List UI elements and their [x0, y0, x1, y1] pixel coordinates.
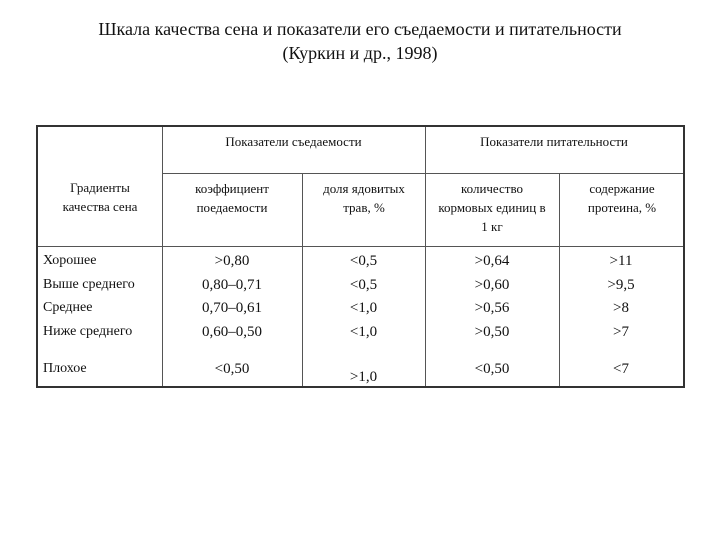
cell-poisonous-share: <0,5 — [349, 276, 378, 293]
cell-eating-coefficient: 0,80–0,71 — [202, 276, 262, 293]
header-body-divider — [38, 246, 683, 247]
title-line-1: Шкала качества сена и показатели его съедаемости и питательности — [98, 19, 622, 39]
row-grade-average: Среднее — [43, 300, 93, 315]
cell-protein: >11 — [609, 253, 633, 269]
row-grade-good: Хорошее — [43, 253, 97, 268]
cell-protein: <7 — [613, 361, 629, 377]
header-eating-coefficient: коэффициент поедаемости — [195, 181, 269, 215]
row-grade-below-average: Ниже среднего — [43, 323, 133, 339]
group-header-palatability: Показатели съедаемости — [225, 134, 362, 149]
cell-protein: >7 — [613, 323, 629, 340]
header-poisonous-share: доля ядовитых трав, % — [323, 181, 405, 215]
cell-feed-units: >0,50 — [474, 323, 510, 340]
group-header-divider — [162, 173, 683, 174]
cell-feed-units: >0,60 — [474, 276, 510, 293]
row-grade-poor: Плохое — [43, 361, 87, 376]
cell-feed-units: >0,56 — [474, 300, 510, 316]
cell-feed-units: <0,50 — [474, 361, 510, 377]
group-header-nutrition: Показатели питательности — [480, 134, 628, 149]
page-title — [0, 17, 720, 65]
cell-eating-coefficient: 0,60–0,50 — [202, 323, 262, 340]
cell-poisonous-share: >1,0 — [349, 369, 378, 385]
cell-poisonous-share: <0,5 — [349, 253, 378, 269]
cell-poisonous-share: <1,0 — [349, 323, 378, 340]
cell-feed-units: >0,64 — [474, 253, 510, 269]
header-gradients: Градиенты качества сена — [62, 180, 138, 214]
header-feed-units: количество кормовых единиц в 1 кг — [438, 181, 546, 234]
cell-eating-coefficient: <0,50 — [214, 361, 250, 377]
cell-protein: >8 — [613, 300, 629, 316]
cell-protein: >9,5 — [607, 276, 635, 293]
cell-eating-coefficient: 0,70–0,61 — [202, 300, 262, 316]
cell-eating-coefficient: >0,80 — [214, 253, 250, 269]
header-protein: содержание протеина, % — [587, 181, 657, 215]
cell-poisonous-share: <1,0 — [349, 300, 378, 316]
title-line-2: (Куркин и др., 1998) — [282, 43, 438, 63]
hay-quality-table — [36, 125, 685, 388]
row-grade-above-average: Выше среднего — [43, 276, 135, 292]
